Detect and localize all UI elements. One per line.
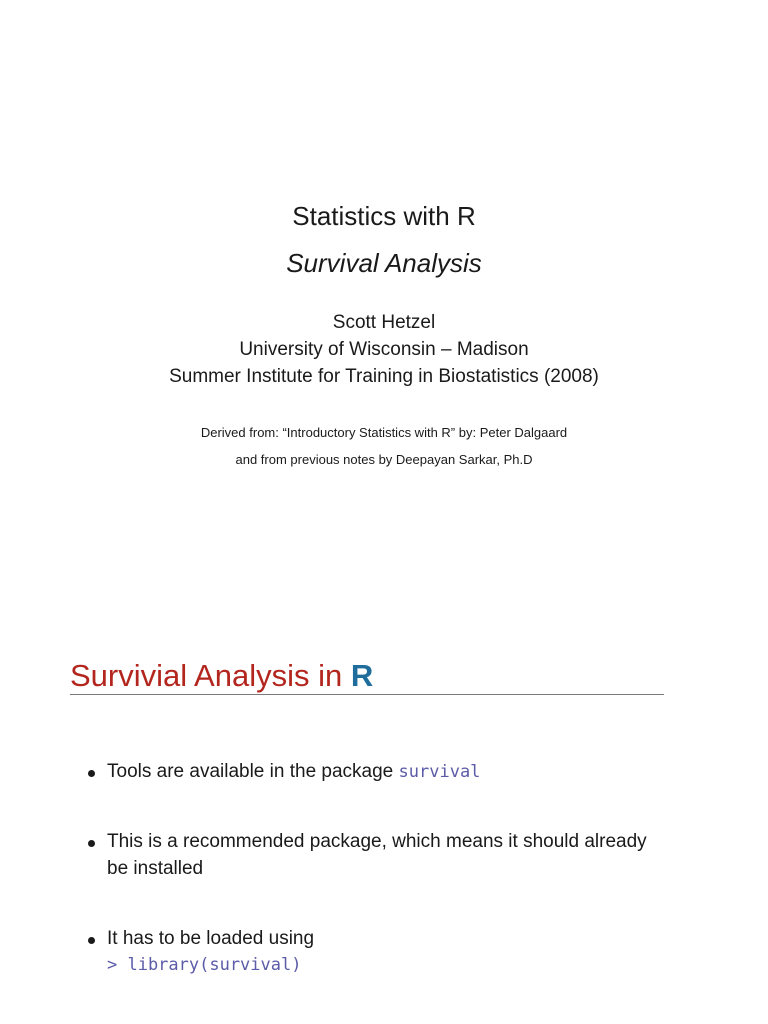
bullet-dot-icon (88, 840, 95, 847)
author-name: Scott Hetzel (332, 312, 436, 333)
previous-notes-credit: and from previous notes by Deepayan Sarkar, Ph.D (235, 452, 533, 467)
title-underline (70, 694, 664, 695)
bullet-item (107, 925, 672, 979)
package-name-code: survival (398, 762, 481, 782)
library-command-code: > library(survival) (107, 955, 302, 975)
presentation-subtitle: Survival Analysis (286, 248, 482, 278)
bullet-text: Tools are available in the package (107, 761, 399, 782)
bullet-dot-icon (88, 770, 95, 777)
bullet-item (107, 828, 672, 882)
frame-title-r: R (350, 658, 374, 693)
bullet-text: This is a recommended package, which means it should already be installed (107, 831, 647, 879)
event-name: Summer Institute for Training in Biostatistics (2008) (169, 366, 599, 387)
author-institution: University of Wisconsin – Madison (239, 339, 529, 360)
bullet-dot-icon (88, 937, 95, 944)
bullet-item (107, 758, 672, 786)
bullet-text: It has to be loaded using (107, 928, 315, 949)
presentation-title: Statistics with R (292, 201, 476, 231)
frame-title (70, 656, 373, 696)
derived-from-note: Derived from: “Introductory Statistics with R” by: Peter Dalgaard (200, 425, 568, 440)
frame-title-text: Survivial Analysis in (70, 658, 351, 693)
content-slide (0, 600, 768, 1024)
